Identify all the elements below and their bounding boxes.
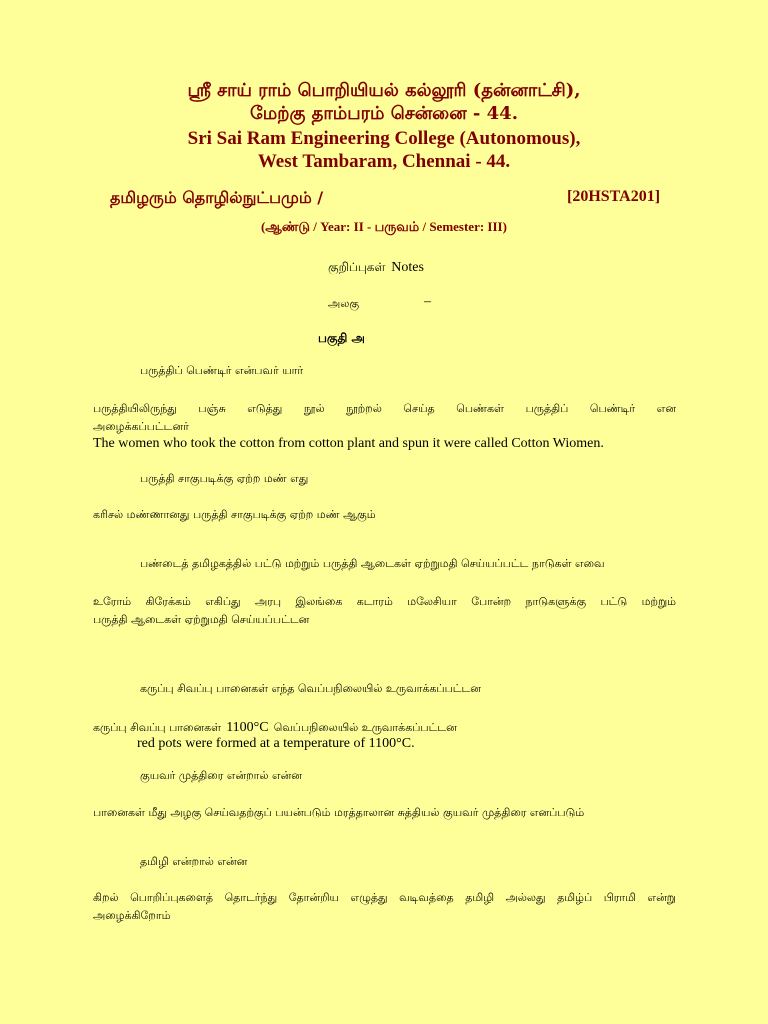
question-3: பண்டைத் தமிழகத்தில் பட்டு மற்றும் பருத்தி ஆடைகள் ஏற்றுமதி செய்யப்பட்ட நாடுகள் எவை	[140, 557, 605, 570]
unit-label: அலகு	[328, 297, 360, 310]
answer-1	[93, 400, 676, 436]
answer-4-part-b: வெப்பநிலையில் உருவாக்கப்பட்டன	[273, 721, 457, 734]
notes-label-tamil: குறிப்புகள்	[328, 260, 386, 274]
answer-2: கரிசல் மண்ணானது பருத்தி சாகுபடிக்கு ஏற்ற மண் ஆகும்	[93, 508, 376, 521]
question-4: கருப்பு சிவப்பு பானைகள் எந்த வெப்பநிலையில் உருவாக்கப்பட்டன	[140, 682, 481, 695]
answer-6	[93, 889, 676, 925]
question-1: பருத்திப் பெண்டிர் என்பவர் யார்	[140, 364, 304, 377]
answer-5: பானைகள் மீது அழகு செய்வதற்குப் பயன்படும் மரத்தாலான சுத்தியல் குயவர் முத்திரை எனப்படும்	[93, 806, 585, 819]
subject-title: தமிழரும் தொழில்நுட்பமும் /	[110, 188, 324, 207]
year-semester-line: (ஆண்டு / Year: II - பருவம் / Semester: III)	[261, 219, 507, 234]
unit-dash: –	[424, 294, 431, 309]
question-5: குயவர் முத்திரை என்றால் என்ன	[140, 769, 302, 782]
answer-4	[93, 716, 457, 736]
question-6: தமிழி என்றால் என்ன	[140, 855, 248, 868]
question-2: பருத்தி சாகுபடிக்கு ஏற்ற மண் எது	[140, 472, 309, 485]
college-name: Sri Sai Ram Engineering College (Autonomous),	[187, 128, 581, 149]
answer-4-part-a: கருப்பு சிவப்பு பானைகள்	[93, 721, 222, 734]
notes-label-english: Notes	[391, 260, 424, 275]
answer-1-line-1: பருத்தியிலிருந்து பஞ்சு எடுத்து நூல் நூற்றல் செய்த பெண்கள் பருத்திப் பெண்டிர் என	[93, 402, 676, 415]
part-label: பகுதி அ	[318, 331, 365, 345]
tamil-college-name: ஸ்ரீ சாய் ராம் பொறியியல் கல்லூரி (தன்னாட்சி),	[187, 80, 581, 101]
answer-4-english: red pots were formed at a temperature of 1100°C.	[137, 736, 415, 751]
tamil-college-location: மேற்கு தாம்பரம் சென்னை - 44.	[250, 103, 518, 124]
notes-heading	[328, 260, 424, 276]
answer-4-temperature: 1100°C	[226, 720, 269, 735]
answer-1-line-2: அழைக்கப்பட்டனர்	[93, 420, 189, 433]
answer-1-english: The women who took the cotton from cotton plant and spun it were called Cotton Wiomen.	[93, 436, 604, 451]
answer-3-line-1: உரோம் கிரேக்கம் எகிப்து அரபு இலங்கை கடாரம் மலேசியா போன்ற நாடுகளுக்கு பட்டு மற்றும்	[93, 595, 676, 608]
answer-3-line-2: பருத்தி ஆடைகள் ஏற்றுமதி செய்யப்பட்டன	[93, 613, 310, 626]
college-location: West Tambaram, Chennai - 44.	[257, 151, 511, 172]
answer-3	[93, 593, 676, 629]
answer-6-line-1: கிறல் பொறிப்புகளைத் தொடர்ந்து தோன்றிய எழுத்து வடிவத்தை தமிழி அல்லது தமிழ்ப் பிராமி என்று	[93, 891, 676, 904]
answer-6-line-2: அழைக்கிறோம்	[93, 909, 171, 922]
subject-code: [20HSTA201]	[567, 188, 661, 205]
